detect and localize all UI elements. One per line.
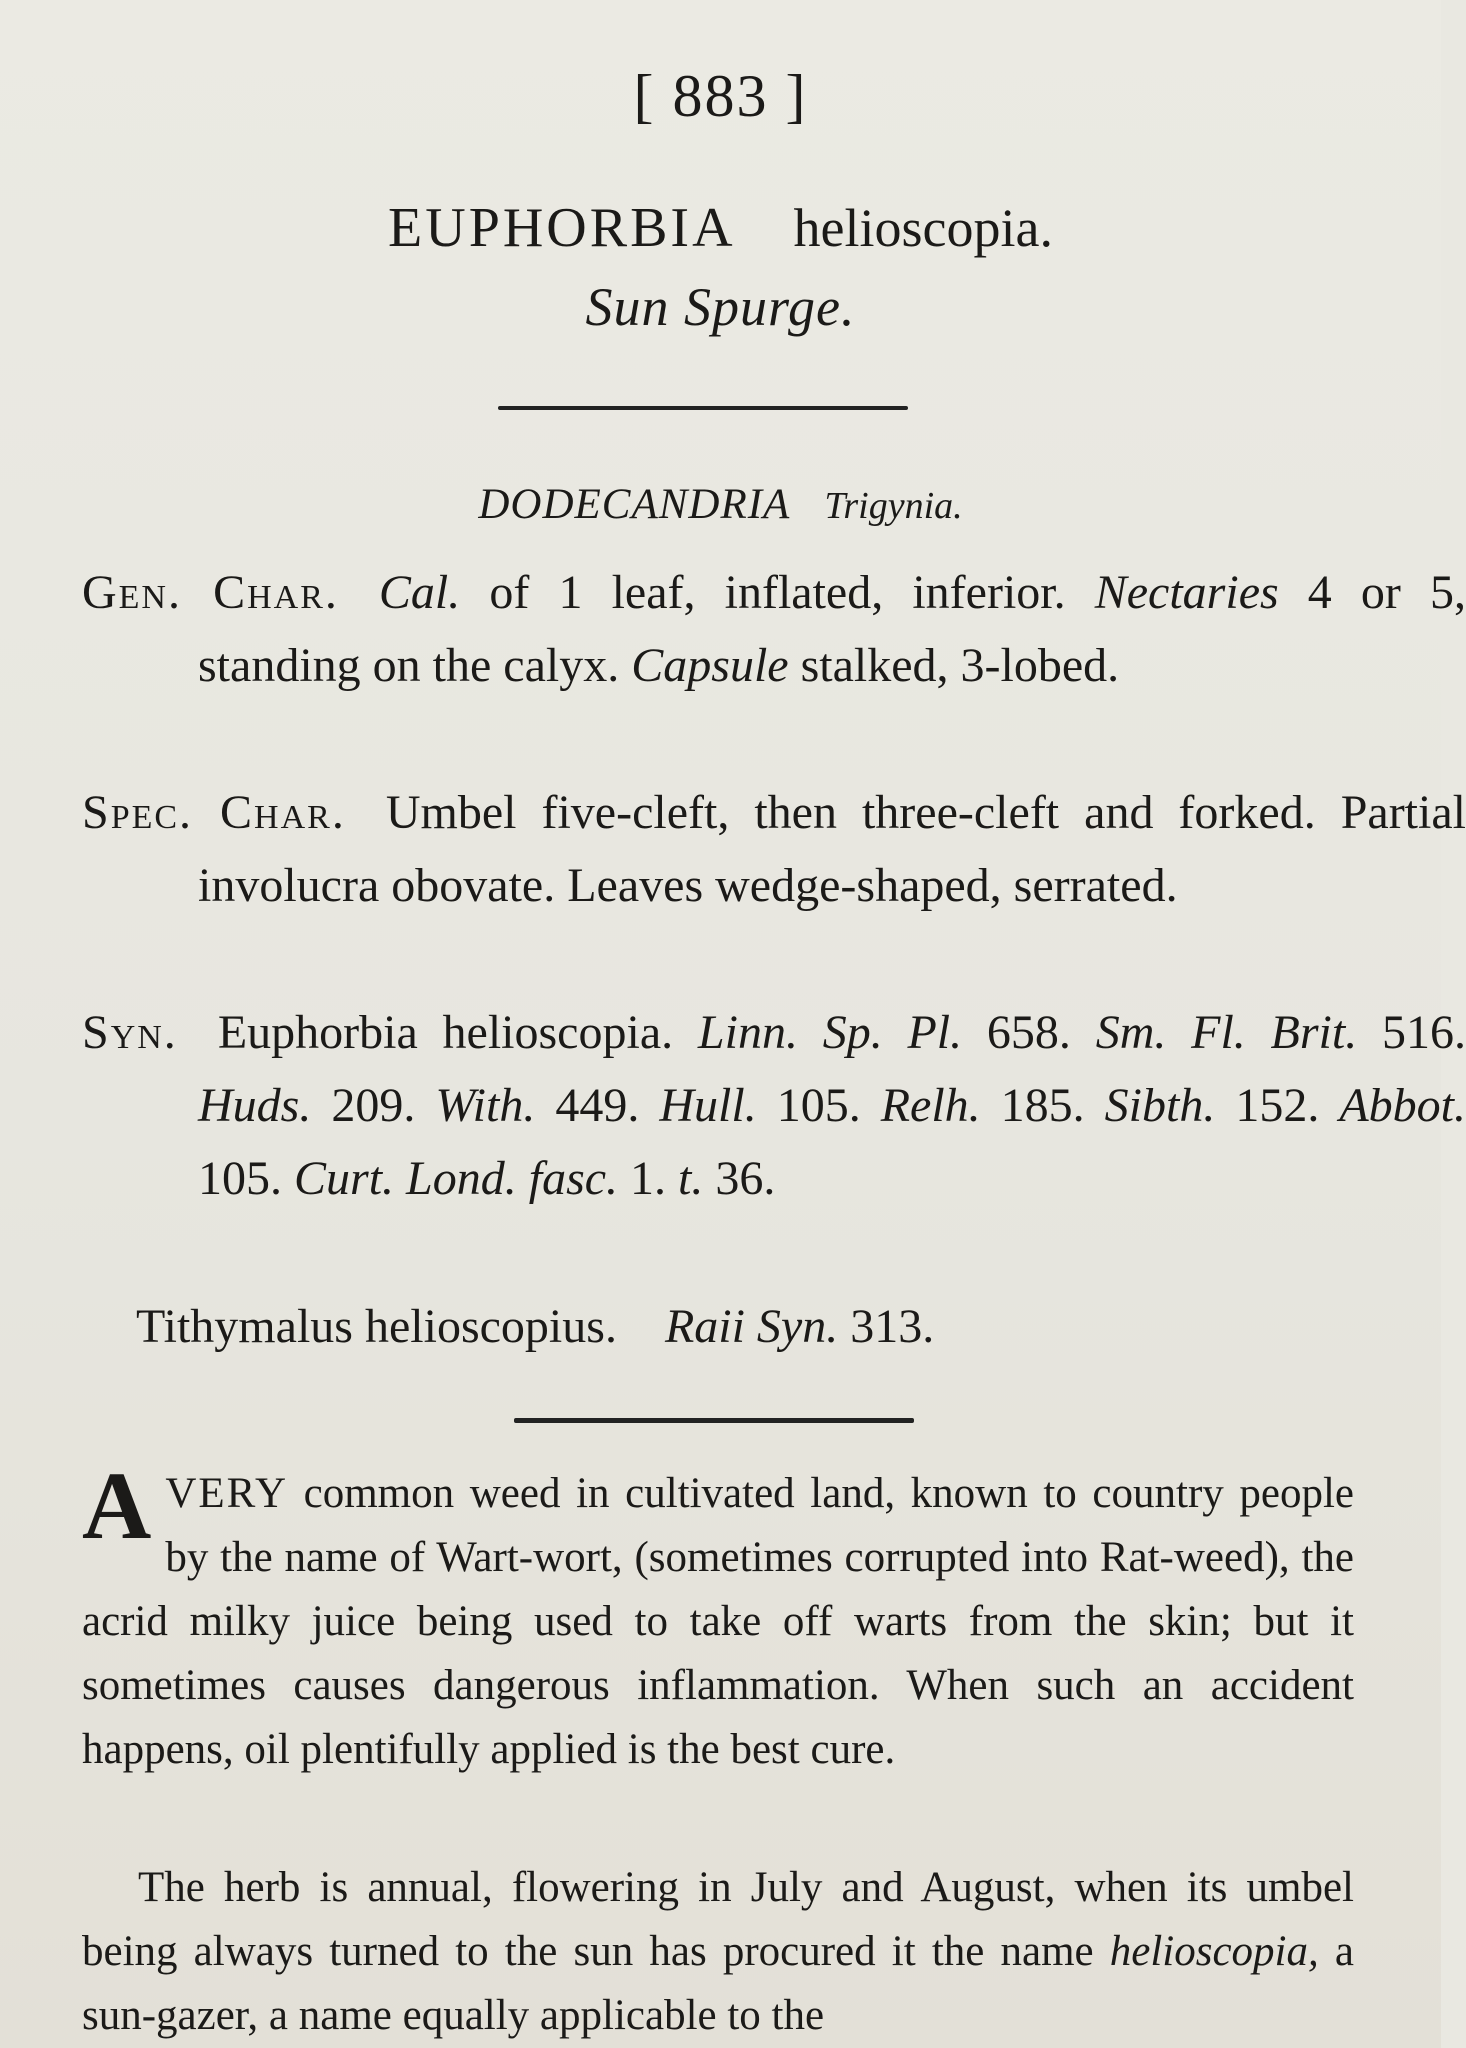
page-number: [ 883 ] xyxy=(633,63,808,129)
reference-text: 105. xyxy=(756,1079,881,1132)
synonyms-text xyxy=(198,1006,1466,1205)
reference-text: 209. xyxy=(311,1079,436,1132)
reference-text: 152. xyxy=(1215,1079,1340,1132)
common-name: Sun Spurge. xyxy=(585,277,856,337)
reference-text: 4 or 5, standing on the calyx. xyxy=(198,566,1466,692)
reference-text: Euphorbia helioscopia. xyxy=(217,1006,698,1059)
synonym-reference: Raii Syn. xyxy=(664,1300,839,1353)
reference-abbreviation: Relh. xyxy=(880,1079,981,1132)
synonym-name: Tithymalus helioscopius. xyxy=(136,1300,617,1353)
reference-abbreviation: Huds. xyxy=(198,1079,312,1132)
paragraph-italic-term: helioscopia, xyxy=(1109,1928,1319,1975)
first-word: VERY xyxy=(165,1470,289,1517)
reference-text: stalked, 3-lobed. xyxy=(788,639,1120,692)
reference-abbreviation: With. xyxy=(435,1079,536,1132)
reference-text: of 1 leaf, inflated, inferior. xyxy=(460,566,1095,619)
reference-abbreviation: t. xyxy=(678,1152,704,1205)
class-name: DODECANDRIA xyxy=(478,481,791,528)
reference-abbreviation: Hull. xyxy=(659,1079,757,1132)
generic-character-label: Gen. Char. xyxy=(82,566,339,619)
specific-character-label: Spec. Char. xyxy=(82,786,346,839)
reference-abbreviation: Nectaries xyxy=(1094,566,1279,619)
order-name: Trigynia. xyxy=(824,485,963,527)
reference-abbreviation: Capsule xyxy=(631,639,789,692)
reference-text: 36. xyxy=(703,1152,776,1205)
synonym-number: 313. xyxy=(850,1300,935,1353)
reference-abbreviation: Sibth. xyxy=(1104,1079,1216,1132)
body-paragraph xyxy=(82,1856,1354,2048)
reference-text: 185. xyxy=(980,1079,1105,1132)
divider-rule xyxy=(514,1418,914,1423)
paragraph-text: The herb is annual, flowering in July and August, when its umbel being always turned to the sun has procured it the name xyxy=(82,1864,1354,1975)
reference-text: 105. xyxy=(198,1152,294,1205)
synonyms-label: Syn. xyxy=(82,1006,178,1059)
synonym-tithymalus xyxy=(136,1290,1336,1363)
reference-abbreviation: Cal. xyxy=(378,566,461,619)
specific-character xyxy=(82,776,1466,922)
generic-character xyxy=(82,556,1466,702)
reference-abbreviation: Sm. Fl. Brit. xyxy=(1095,1006,1358,1059)
reference-text: 516. xyxy=(1357,1006,1466,1059)
reference-abbreviation: Linn. Sp. Pl. xyxy=(697,1006,963,1059)
drop-cap: A xyxy=(82,1452,152,1559)
reference-abbreviation: Curt. Lond. fasc. xyxy=(294,1152,619,1205)
body-paragraph xyxy=(82,1452,1354,1782)
generic-character-text xyxy=(198,566,1466,692)
paragraph-text: common weed in cultivated land, known to country people by the name of Wart-wort, (sometimes corrupted into Rat-weed), the acrid milky juice being used to take off warts from the skin; but it sometimes causes dangerous inflammation. When such an accident happens, oil plentifully applied is the best cure. xyxy=(82,1470,1354,1773)
linnaean-classification xyxy=(0,480,1441,529)
reference-text: 658. xyxy=(962,1006,1096,1059)
reference-text: 1. xyxy=(618,1152,679,1205)
specific-character-text: Umbel five-cleft, then three-cleft and forked. Partial involucra obovate. Leaves wedge-shaped, serrated. xyxy=(198,786,1466,912)
reference-text: 449. xyxy=(535,1079,660,1132)
paragraph-text: a sun-gazer, a name equally applicable to the xyxy=(82,1928,1354,2039)
genus-name: EUPHORBIA xyxy=(388,197,736,259)
species-title xyxy=(0,196,1441,260)
divider-rule xyxy=(498,406,908,410)
synonyms xyxy=(82,996,1466,1215)
species-epithet: helioscopia. xyxy=(793,198,1053,258)
reference-abbreviation: Abbot. xyxy=(1339,1079,1466,1132)
